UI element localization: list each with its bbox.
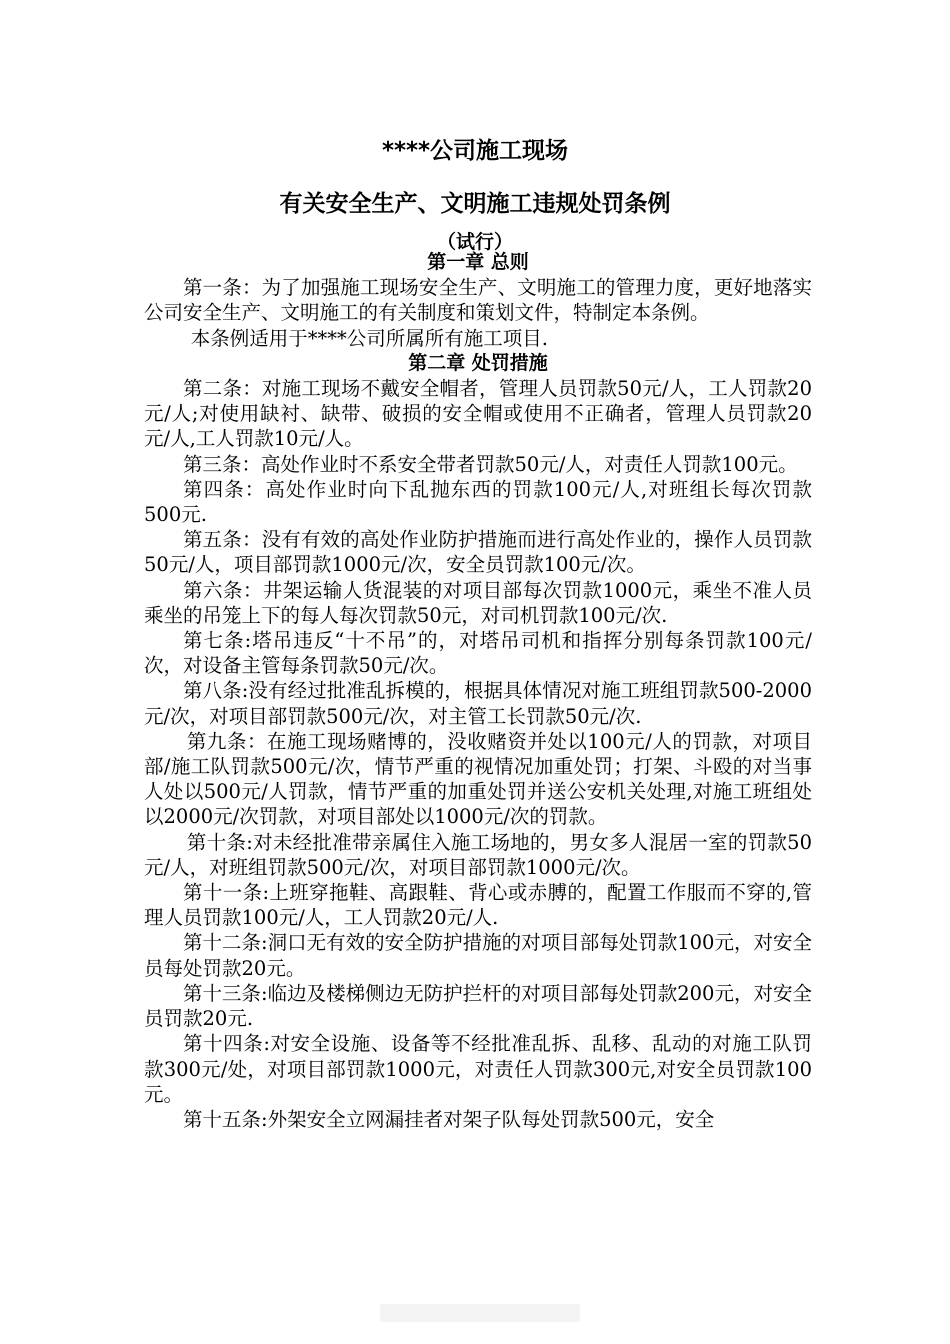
- faint-watermark: [380, 1300, 580, 1326]
- article-6: 第六条：井架运输人货混装的对项目部每次罚款1000元，乘坐不准人员乘坐的吊笼上下的每人每次罚款50元，对司机罚款100元/次.: [144, 578, 812, 627]
- article-4: 第四条：高处作业时向下乱抛东西的罚款100元/人,对班组长每次罚款500元.: [144, 477, 812, 527]
- article-10: 第十条:对未经批准带亲属住入施工场地的，男女多人混居一室的罚款50元/人，对班组罚款500元/次，对项目部罚款1000元/次。: [144, 830, 812, 879]
- article-14: 第十四条:对安全设施、设备等不经批准乱拆、乱移、乱动的对施工队罚款300元/处，对项目部罚款1000元，对责任人罚款300元,对安全员罚款100元。: [144, 1032, 812, 1106]
- trial-note: （试行）: [436, 231, 513, 253]
- article-12: 第十二条:洞口无有效的安全防护措施的对项目部每处罚款100元，对安全员每处罚款20元。: [144, 931, 812, 980]
- article-7: 第七条:塔吊违反“十不吊”的，对塔吊司机和指挥分别每条罚款100元/次，对设备主管每条罚款50元/次。: [144, 629, 812, 678]
- article-5: 第五条：没有有效的高处作业防护措施而进行高处作业的，操作人员罚款50元/人，项目部罚款1000元/次，安全员罚款100元/次。: [144, 528, 812, 577]
- article-2: 第二条：对施工现场不戴安全帽者，管理人员罚款50元/人，工人罚款20元/人;对使用缺衬、缺带、破损的安全帽或使用不正确者，管理人员罚款20元/人,工人罚款10元/人。: [144, 377, 812, 451]
- scope-paragraph: 本条例适用于****公司所属所有施工项目.: [190, 326, 548, 350]
- document-title-line1: ****公司施工现场: [381, 138, 569, 164]
- document-title-line2: 有关安全生产、文明施工违规处罚条例: [279, 191, 671, 217]
- article-13: 第十三条:临边及楼梯侧边无防护拦杆的对项目部每处罚款200元，对安全员罚款20元.: [144, 981, 812, 1031]
- chapter1-heading: 第一章 总则: [427, 251, 529, 273]
- article-15: 第十五条:外架安全立网漏挂者对架子队每处罚款500元，安全: [183, 1107, 715, 1131]
- document-body: [144, 250, 812, 1132]
- chapter2-heading: 第二章 处罚措施: [408, 351, 548, 374]
- article-11: 第十一条:上班穿拖鞋、高跟鞋、背心或赤膊的，配置工作服而不穿的,管理人员罚款100元/人，工人罚款20元/人.: [144, 881, 812, 930]
- article-8: 第八条:没有经过批准乱拆模的，根据具体情况对施工班组罚款500-2000元/次，对项目部罚款500元/次，对主管工长罚款50元/次.: [144, 679, 812, 728]
- article-9: 第九条：在施工现场赌博的，没收赌资并处以100元/人的罚款，对项目部/施工队罚款500元/次，情节严重的视情况加重处罚；打架、斗殴的对当事人处以500元/人罚款，情节严重的加重处罚并送公安机关处理,对施工班组处以2000元/次罚款，对项目部处以1000元/次的罚款。: [144, 729, 812, 829]
- article-3: 第三条：高处作业时不系安全带者罚款50元/人，对责任人罚款100元。: [183, 452, 798, 476]
- article-1: 第一条：为了加强施工现场安全生产、文明施工的管理力度，更好地落实公司安全生产、文明施工的有关制度和策划文件，特制定本条例。: [144, 276, 812, 325]
